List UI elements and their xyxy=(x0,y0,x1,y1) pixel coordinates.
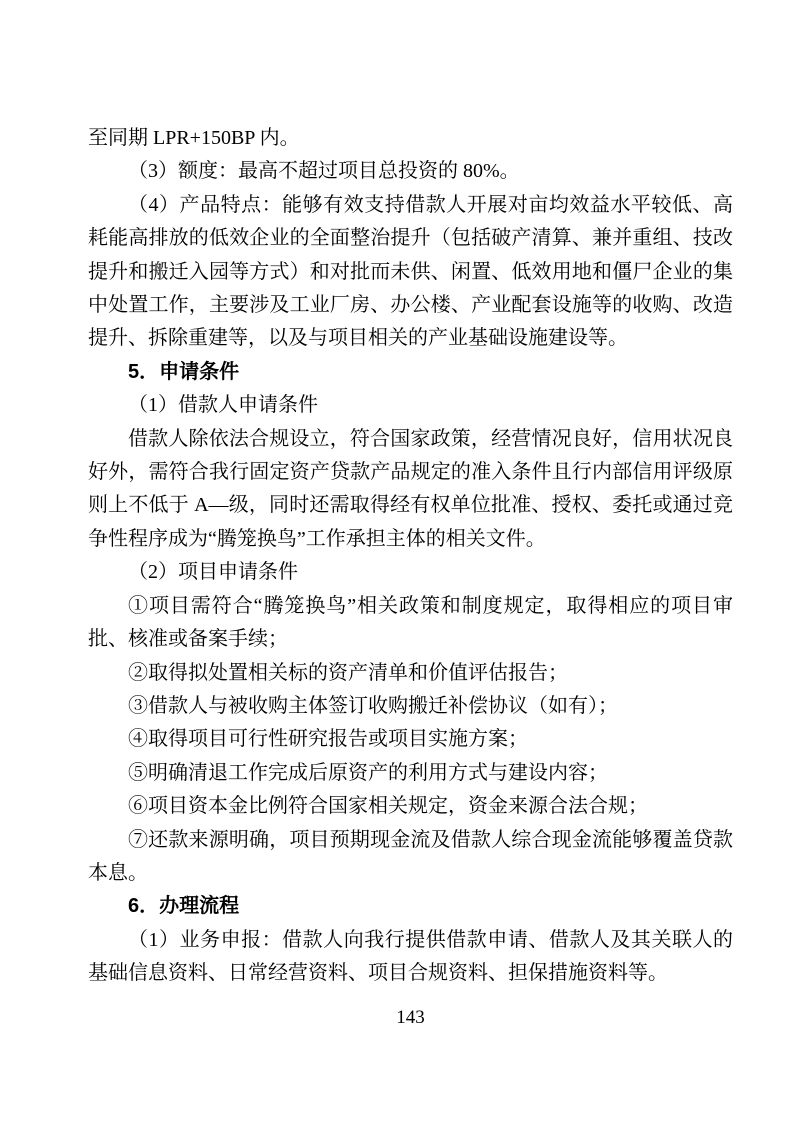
paragraph: 至同期 LPR+150BP 内。 xyxy=(88,127,300,149)
paragraph: ⑦还款来源明确，项目预期现金流及借款人综合现金流能够覆盖贷款本息。 xyxy=(88,828,733,884)
paragraph: ④取得项目可行性研究报告或项目实施方案； xyxy=(128,728,528,751)
paragraph: 借款人除依法合规设立，符合国家政策，经营情况良好，信用状况良好外，需符合我行固定资产贷款产品规定的准入条件且行内部信用评级原则上不低于 A—级，同时还需取得经有权单位批准、授权、委托或通过竞争性程序成为“腾笼换鸟”工作承担主体的相关文件。 xyxy=(88,427,733,550)
document-body xyxy=(88,122,733,991)
page-number: 143 xyxy=(396,1007,425,1028)
section-heading: 5．申请条件 xyxy=(128,360,240,383)
paragraph: （2）项目申请条件 xyxy=(128,561,298,584)
paragraph: ⑤明确清退工作完成后原资产的利用方式与建设内容； xyxy=(128,761,608,784)
paragraph: ③借款人与被收购主体签订收购搬迁补偿协议（如有）； xyxy=(128,694,618,717)
paragraph: ②取得拟处置相关标的资产清单和价值评估报告； xyxy=(128,661,568,684)
paragraph: （1）借款人申请条件 xyxy=(128,394,318,417)
paragraph: ①项目需符合“腾笼换鸟”相关政策和制度规定，取得相应的项目审批、核准或备案手续； xyxy=(88,594,733,651)
paragraph: （3）额度：最高不超过项目总投资的 80%。 xyxy=(128,160,520,183)
paragraph: （1）业务申报：借款人向我行提供借款申请、借款人及其关联人的基础信息资料、日常经营资料、项目合规资料、担保措施资料等。 xyxy=(88,928,733,985)
section-heading: 6．办理流程 xyxy=(128,895,240,918)
paragraph: （4）产品特点：能够有效支持借款人开展对亩均效益水平较低、高耗能高排放的低效企业的全面整治提升（包括破产清算、兼并重组、技改提升和搬迁入园等方式）和对批而未供、闲置、低效用地和僵尸企业的集中处置工作，主要涉及工业厂房、办公楼、产业配套设施等的收购、改造提升、拆除重建等，以及与项目相关的产业基础设施建设等。 xyxy=(88,193,733,350)
paragraph: ⑥项目资本金比例符合国家相关规定，资金来源合法合规； xyxy=(128,795,648,818)
